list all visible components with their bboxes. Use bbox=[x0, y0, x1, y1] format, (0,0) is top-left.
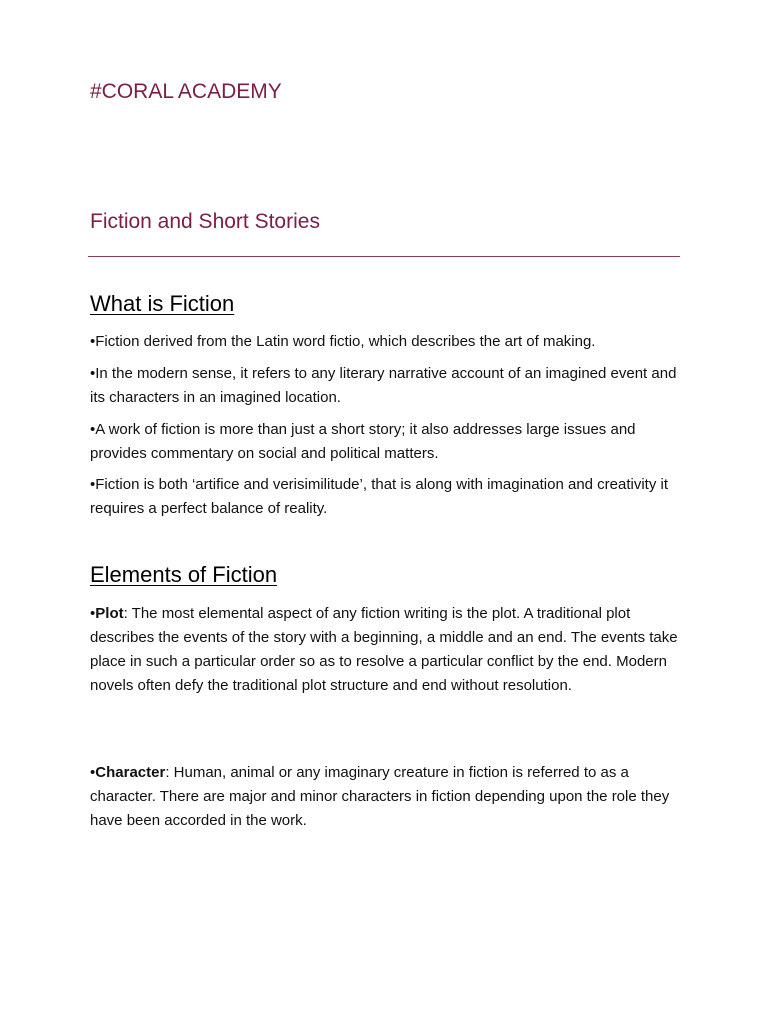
character-text: : Human, animal or any imaginary creature in fiction is referred to as a character. There are major and minor characters in fiction depending upon the role they have been accorded in the work. bbox=[90, 764, 670, 829]
paragraph-character bbox=[90, 761, 690, 833]
paragraph-work-of-fiction: •A work of fiction is more than just a short story; it also addresses large issues and provides commentary on social and political matters. bbox=[90, 421, 636, 462]
character-bullet: • bbox=[90, 764, 96, 781]
character-term: Character bbox=[95, 764, 166, 781]
plot-term: Plot bbox=[95, 605, 124, 622]
section-heading-what-is-fiction: What is Fiction bbox=[90, 291, 235, 316]
section-heading-elements-of-fiction: Elements of Fiction bbox=[90, 562, 278, 587]
paragraph-fiction-origin: •Fiction derived from the Latin word fictio, which describes the art of making. bbox=[90, 333, 596, 350]
document-title: Fiction and Short Stories bbox=[90, 210, 320, 233]
title-divider bbox=[88, 256, 680, 257]
paragraph-artifice: •Fiction is both ‘artifice and verisimilitude’, that is along with imagination and creativity it requires a perfect balance of reality. bbox=[90, 476, 669, 517]
brand-name: #CORAL ACADEMY bbox=[90, 80, 282, 103]
paragraph-modern-sense: •In the modern sense, it refers to any literary narrative account of an imagined event and its characters in an imagined location. bbox=[90, 365, 677, 406]
plot-text: : The most elemental aspect of any fiction writing is the plot. A traditional plot describes the events of the story with a beginning, a middle and an end. The events take place in such a particular order so as to resolve a particular conflict by the end. Modern novels often defy the traditional plot structure and end without resolution. bbox=[90, 605, 678, 694]
plot-bullet: • bbox=[90, 605, 96, 622]
paragraph-plot bbox=[90, 602, 690, 698]
